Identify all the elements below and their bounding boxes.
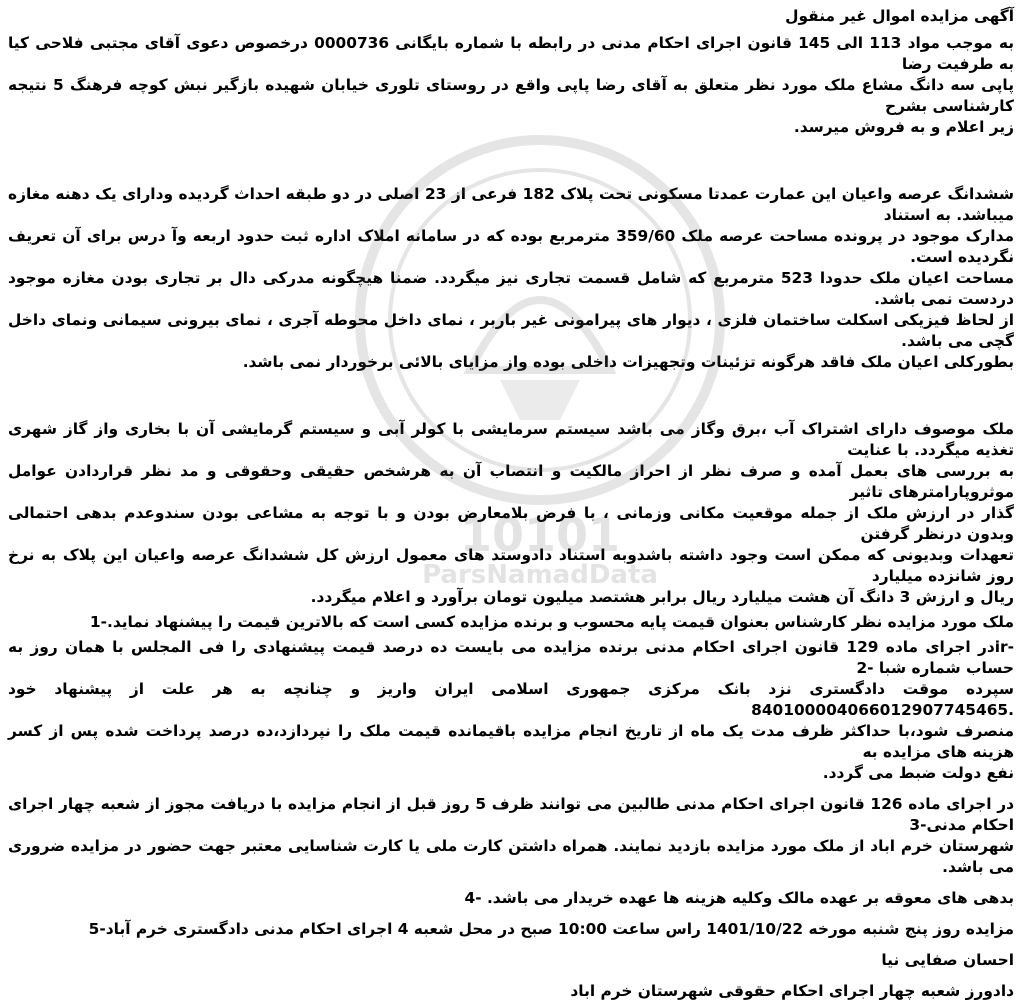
notice-title: آگهی مزایده اموال غیر منقول [785, 7, 1014, 25]
item-3-line: شهرستان خرم اباد از ملک مورد مزایده بازدید نمایند. همراه داشتن کارت ملی یا کارت شناسایی معتبر جهت حضور در مزایده ضروری می باشد. [8, 837, 1014, 876]
description-paragraph [8, 184, 1014, 373]
item-4: بدهی های معوقه بر عهده مالک وکلیه هزینه ها عهده خریدار می باشد. -4 [464, 889, 1014, 907]
watermark-brand: ParsNamadData [422, 560, 658, 590]
item-5: مزایده روز پنج شنبه مورخه 1401/10/22 راس ساعت 10:00 صبح در محل شعبه 4 اجرای احکام مدنی دادگستری خرم آباد-5 [88, 920, 1014, 938]
valuation-line: ملک موصوف دارای اشتراک آب ،برق وگاز می باشد سیستم سرمایشی با کولر آبی و سیستم گرمایشی آن با بخاری واز گاز شهری تغذیه میگردد. با عنایت [8, 420, 1014, 459]
item-3 [8, 794, 1014, 878]
description-line: مدارک موجود در پرونده مساحت عرصه ملک 359/60 مترمربع بوده که در سامانه املاک اداره ثبت حدود اربعه وآ درس برای آن تعریف نگردیده است. [8, 227, 1014, 266]
item-2-line: نفع دولت ضبط می گردد. [822, 764, 1014, 782]
signer-name: احسان صفایی نیا [881, 951, 1014, 969]
item-2-line: منصرف شود،با حداکثر ظرف مدت یک ماه از تاریخ انجام مزایده باقیمانده قیمت ملک را نپردازد،ده درصد پرداخت شده پس از کسر هزینه های مزایده به [8, 722, 1014, 761]
watermark-number: 10101 [459, 508, 621, 562]
description-line: مساحت اعیان ملک حدودا 523 مترمربع که شامل قسمت تجاری نیز میگردد. ضمنا هیچگونه مدرکی دال بر تجاری بودن مغازه موجود دردست نمی باشد. [8, 269, 1014, 308]
description-line: ششدانگ عرصه واعیان این عمارت عمدتا مسکونی تحت پلاک 182 فرعی از 23 اصلی در دو طبقه احداث گردیده ودارای یک دهنه مغازه میباشد. به استناد [8, 185, 1014, 224]
item-2 [8, 637, 1014, 784]
intro-line: پاپی سه دانگ مشاع ملک مورد نظر متعلق به آقای رضا پاپی واقع در روستای تلوری خیابان شهیده بازگیر نبش کوچه فرهنگ 5 نتیجه کارشناسی بشرح [8, 76, 1014, 115]
item-1: ملک مورد مزایده نظر کارشناس بعنوان قیمت پایه محسوب و برنده مزایده کسی است که بالاترین قیمت را پیشنهاد نماید.-1 [89, 613, 1014, 631]
item-2-line: سپرده موقت دادگستری نزد بانک مرکزی جمهوری اسلامی ایران واریز و چنانچه به هر علت از پیشنهاد خود .840100004066012907745465 [8, 680, 1014, 719]
valuation-line: به بررسی های بعمل آمده و صرف نظر از احراز مالکیت و انتصاب آن به هرشخص حقیقی وحقوقی و مد نظر قراردادن عوامل موثروپارامترهای تاثیر [8, 462, 1014, 501]
description-line: از لحاظ فیزیکی اسکلت ساختمان فلزی ، دیوار های پیرامونی غیر باربر ، نمای داخل محوطه آجری ، نمای بیرونی سیمانی ونمای داخل گچی می باشد. [8, 311, 1014, 350]
item-2-line: -irدر اجرای ماده 129 قانون اجرای احکام مدنی برنده مزایده می بایست ده درصد قیمت پیشنهادی را فی المجلس با همان روز به حساب شماره شبا -2 [8, 638, 1014, 677]
item-3-line: در اجرای ماده 126 قانون اجرای احکام مدنی طالبین می توانند ظرف 5 روز قبل از انجام مزایده با دریافت مجوز از شعبه چهار اجرای احکام مدنی-3 [8, 795, 1014, 834]
intro-paragraph [8, 33, 1014, 138]
valuation-paragraph [8, 419, 1014, 608]
valuation-line: گذار در ارزش ملک از جمله موقعیت مکانی وزمانی ، با فرض بلامعارض بودن و با توجه به مشاعی بودن سندوعدم بدهی احتمالی وبدون درنظر گرفتن [8, 504, 1014, 543]
valuation-line: ریال و ارزش 3 دانگ آن هشت میلیارد ریال برابر هشتصد میلیون تومان برآورد و اعلام میگردد. [310, 588, 1014, 606]
intro-line: زیر اعلام و به فروش میرسد. [793, 118, 1014, 136]
intro-line: به موجب مواد 113 الی 145 قانون اجرای احکام مدنی در رابطه با شماره بایگانی 0000736 درخصوص دعوی آقای مجتبی فلاحی کیا به طرفیت رضا [8, 34, 1014, 73]
signer-title: دادورز شعبه چهار اجرای احکام حقوقی شهرستان خرم اباد [570, 982, 1014, 1000]
description-line: بطورکلی اعیان ملک فاقد هرگونه تزئینات وتجهیزات داخلی بوده واز مزایای بالائی برخوردار نمی باشد. [242, 353, 1014, 371]
valuation-line: تعهدات وبدیونی که ممکن است وجود داشته باشدوبه استناد دادوستد های معمول ارزش کل ششدانگ عرصه واعیان این پلاک به نرخ روز شانزده میلیارد [8, 546, 1014, 585]
